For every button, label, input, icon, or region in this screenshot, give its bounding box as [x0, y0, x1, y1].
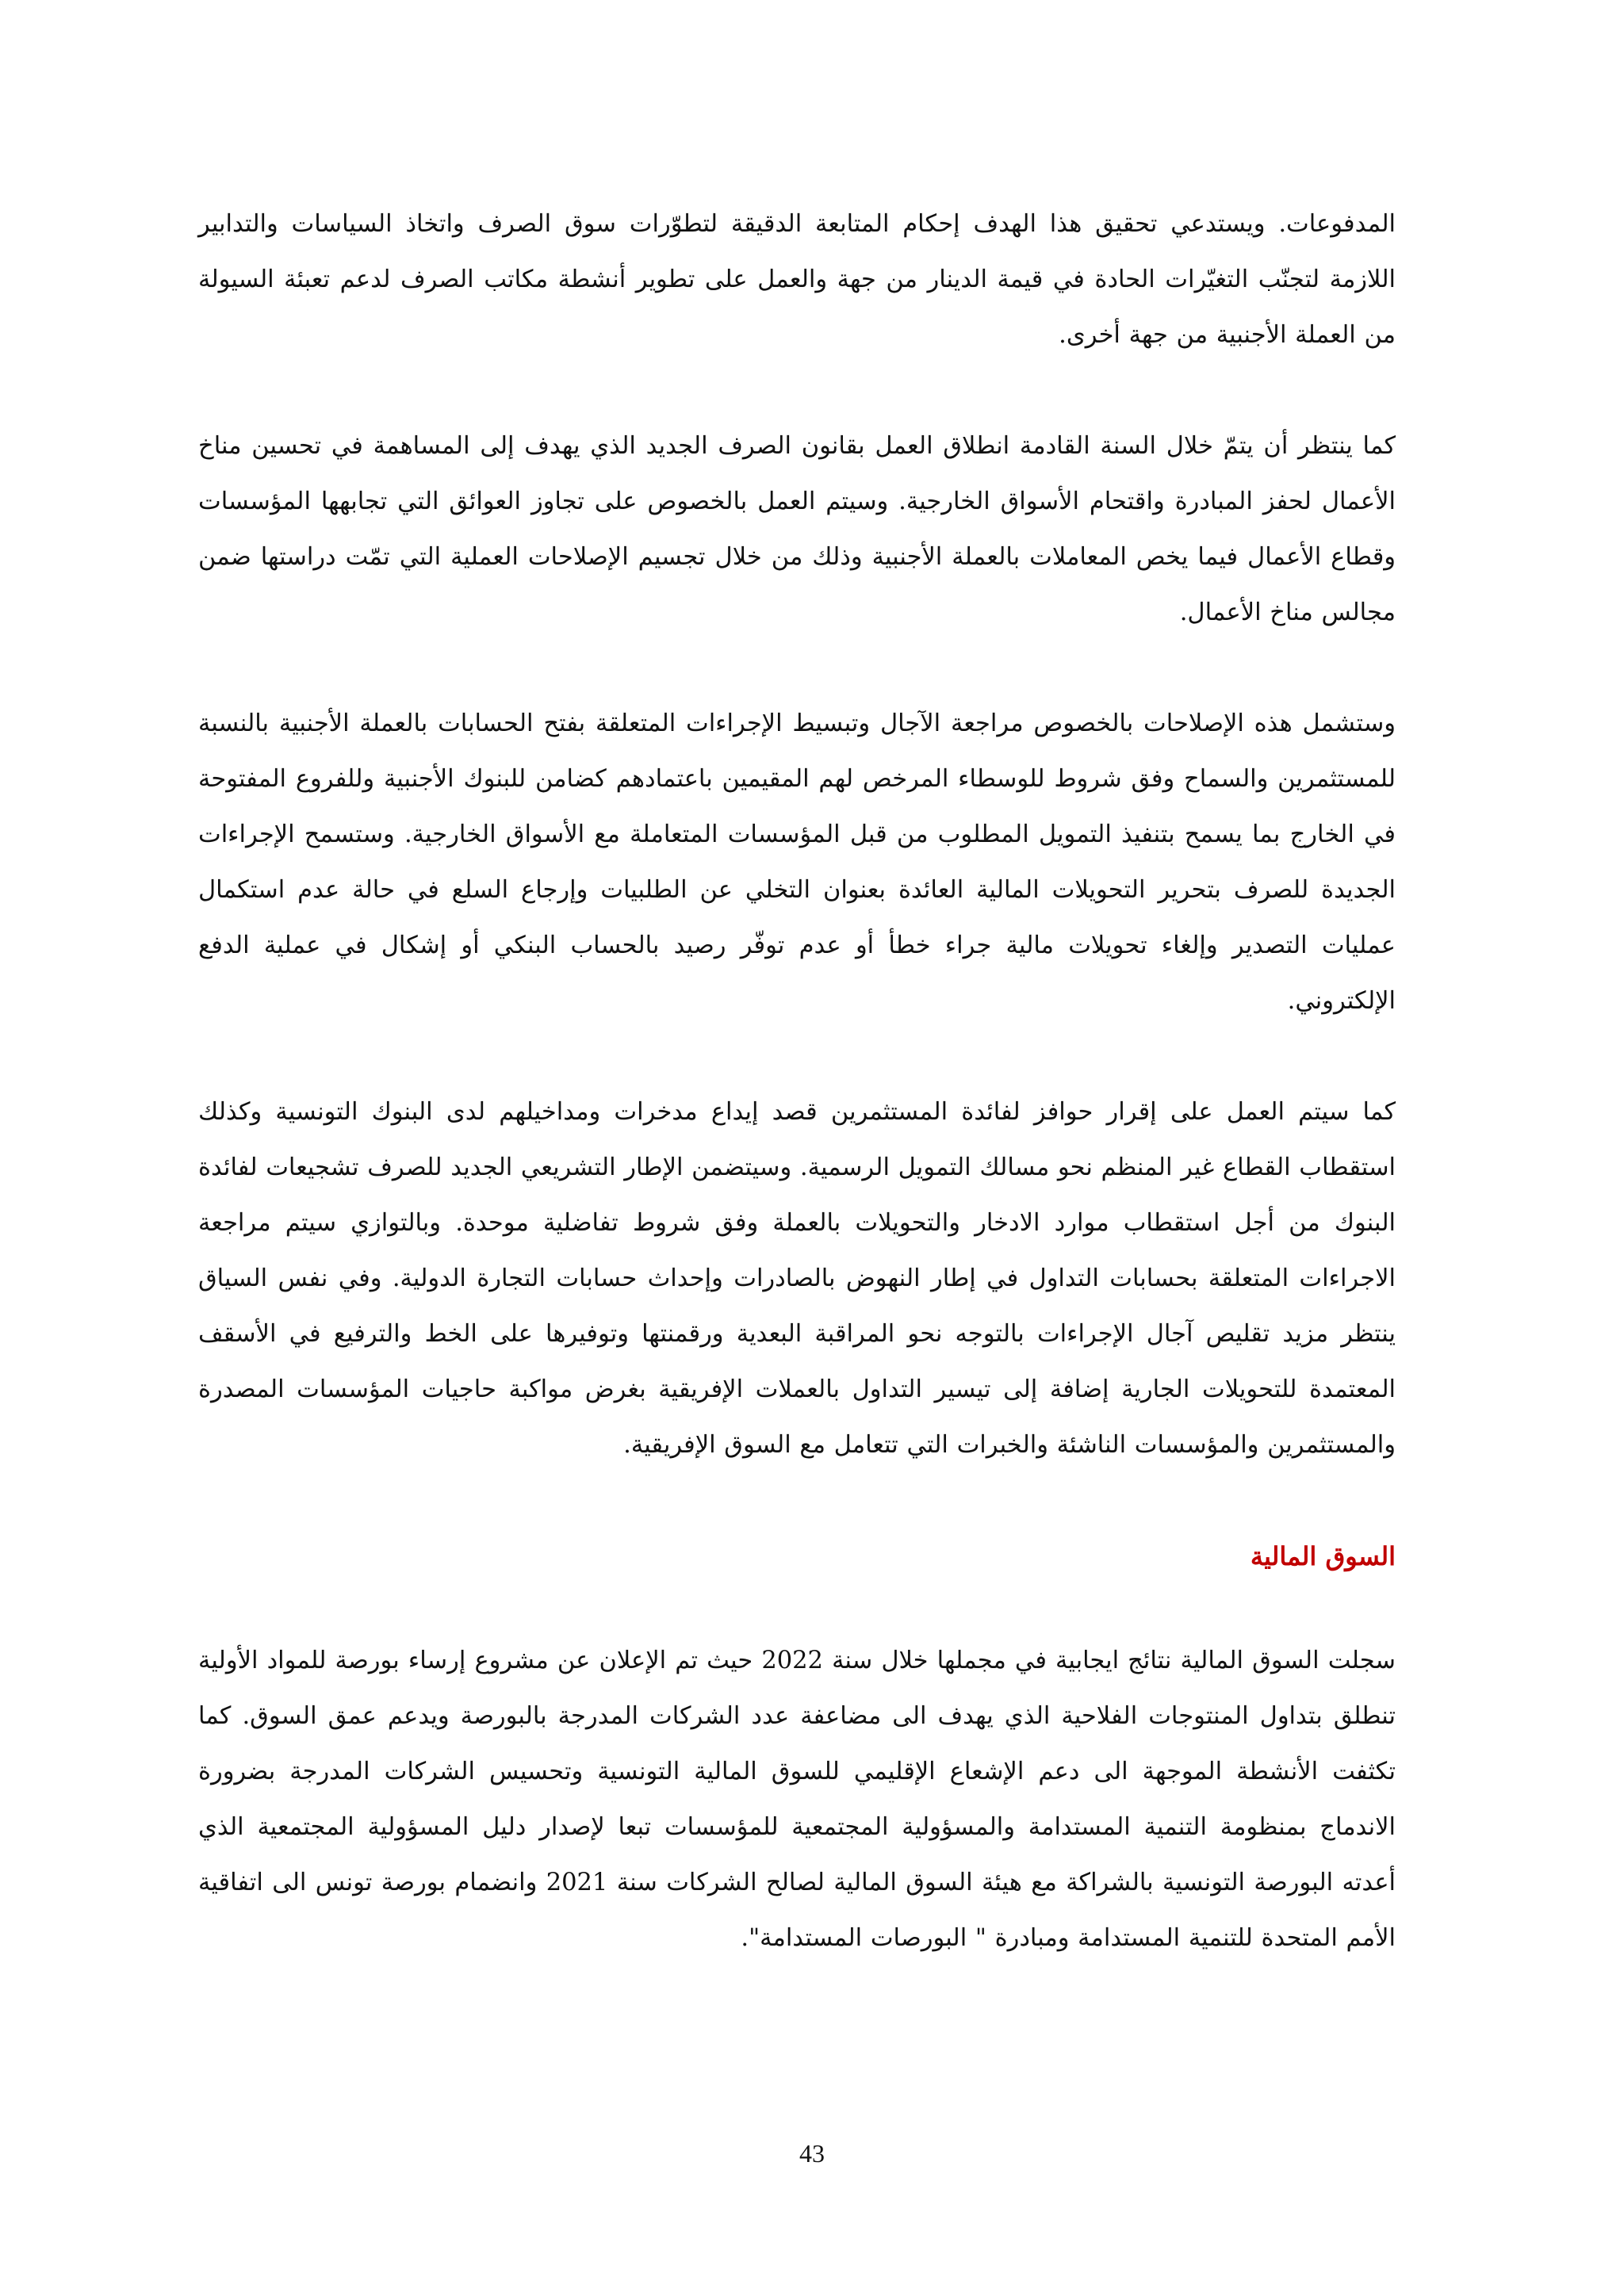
paragraph-new-exchange-law: كما ينتظر أن يتمّ خلال السنة القادمة انطلاق العمل بقانون الصرف الجديد الذي يهدف إلى المساهمة في تحسين مناخ الأعمال لحفز المبادرة واقتحام الأسواق الخارجية. وسيتم العمل بالخصوص على تجاوز العوائق التي تجابهها المؤسسات وقطاع الأعمال فيما يخص المعاملات بالعملة الأجنبية وذلك من خلال تجسيم الإصلاحات العملية التي تمّت دراستها ضمن مجالس مناخ الأعمال. [198, 432, 1396, 626]
paragraph-investor-incentives: كما سيتم العمل على إقرار حوافز لفائدة المستثمرين قصد إيداع مدخرات ومداخيلهم لدى البنوك التونسية وكذلك استقطاب القطاع غير المنظم نحو مسالك التمويل الرسمية. وسيتضمن الإطار التشريعي الجديد للصرف تشجيعات لفائدة البنوك من أجل استقطاب موارد الادخار والتحويلات بالعملة وفق شروط تفاضلية موحدة. وبالتوازي سيتم مراجعة الاجراءات المتعلقة بحسابات التداول في إطار النهوض بالصادرات وإحداث حسابات التجارة الدولية. وفي نفس السياق ينتظر مزيد تقليص آجال الإجراءات بالتوجه نحو المراقبة البعدية ورقمنتها وتوفيرها على الخط والترفيع في الأسقف المعتمدة للتحويلات الجارية إضافة إلى تيسير التداول بالعملات الإفريقية بغرض مواكبة حاجيات المؤسسات المصدرة والمستثمرين والمؤسسات الناشئة والخبرات التي تتعامل مع السوق الإفريقية. [198, 1098, 1396, 1459]
paragraph-exchange-market-monitoring: المدفوعات. ويستدعي تحقيق هذا الهدف إحكام المتابعة الدقيقة لتطوّرات سوق الصرف واتخاذ السياسات والتدابير اللازمة لتجنّب التغيّرات الحادة في قيمة الدينار من جهة والعمل على تطوير أنشطة مكاتب الصرف لدعم تعبئة السيولة من العملة الأجنبية من جهة أخرى. [198, 210, 1396, 349]
section-heading-financial-market: السوق المالية [1250, 1541, 1396, 1571]
paragraph-financial-market-results: سجلت السوق المالية نتائج ايجابية في مجملها خلال سنة 2022 حيث تم الإعلان عن مشروع إرساء بورصة للمواد الأولية تنطلق بتداول المنتوجات الفلاحية الذي يهدف الى مضاعفة عدد الشركات المدرجة بالبورصة ويدعم عمق السوق. كما تكثفت الأنشطة الموجهة الى دعم الإشعاع الإقليمي للسوق المالية التونسية وتحسيس الشركات المدرجة بضرورة الاندماج بمنظومة التنمية المستدامة والمسؤولية المجتمعية للمؤسسات تبعا لإصدار دليل المسؤولية المجتمعية الذي أعدته البورصة التونسية بالشراكة مع هيئة السوق المالية لصالح الشركات سنة 2021 وانضمام بورصة تونس الى اتفاقية الأمم المتحدة للتنمية المستدامة ومبادرة " البورصات المستدامة". [198, 1647, 1396, 1952]
paragraph-reforms-foreign-currency-accounts: وستشمل هذه الإصلاحات بالخصوص مراجعة الآجال وتبسيط الإجراءات المتعلقة بفتح الحسابات بالعملة الأجنبية بالنسبة للمستثمرين والسماح وفق شروط للوسطاء المرخص لهم المقيمين باعتمادهم كضامن للبنوك الأجنبية وللفروع المفتوحة في الخارج بما يسمح بتنفيذ التمويل المطلوب من قبل المؤسسات المتعاملة مع الأسواق الخارجية. وستسمح الإجراءات الجديدة للصرف بتحرير التحويلات المالية العائدة بعنوان التخلي عن الطلبيات وإرجاع السلع في حالة عدم استكمال عمليات التصدير وإلغاء تحويلات مالية جراء خطأ أو عدم توفّر رصيد بالحساب البنكي أو إشكال في عملية الدفع الإلكتروني. [198, 710, 1396, 1015]
page-number: 43 [799, 2139, 825, 2168]
document-body [198, 197, 1396, 1966]
